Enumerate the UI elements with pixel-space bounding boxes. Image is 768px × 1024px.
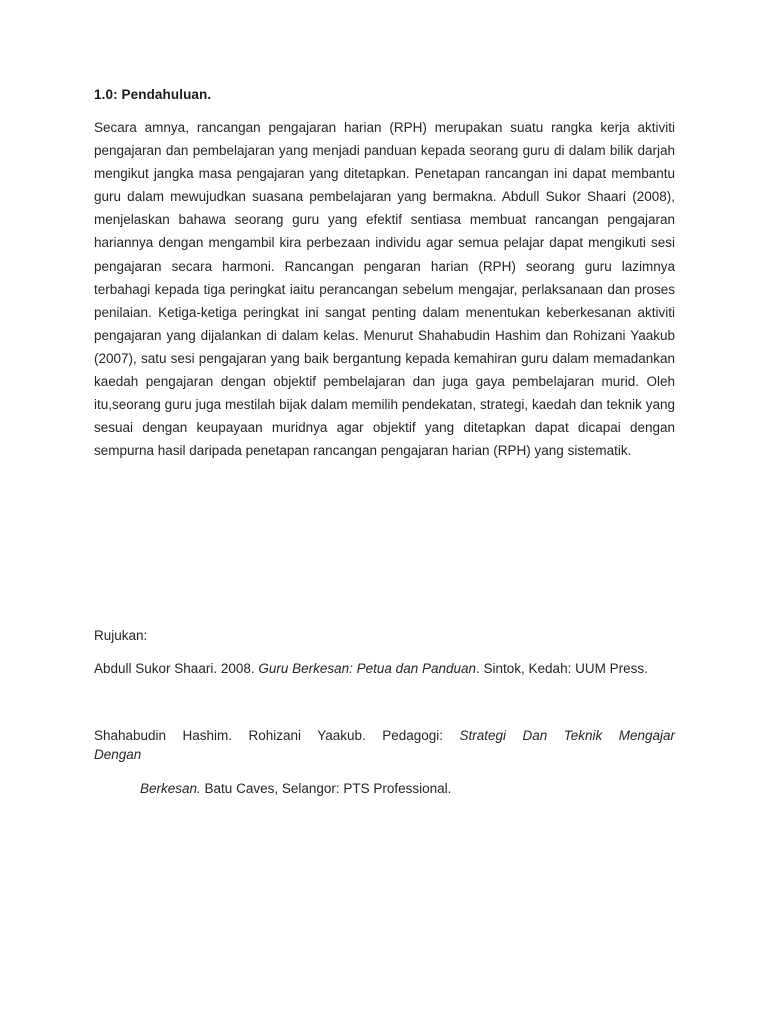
reference-2-publisher: Batu Caves, Selangor: PTS Professional.	[200, 781, 452, 796]
reference-1-title: Guru Berkesan: Petua dan Panduan	[258, 661, 477, 676]
reference-entry-1	[94, 661, 679, 676]
references-label: Rujukan:	[94, 628, 148, 643]
introduction-paragraph: Secara amnya, rancangan pengajaran harian (RPH) merupakan suatu rangka kerja aktiviti pengajaran dan pembelajaran yang menjadi panduan kepada seorang guru di dalam bilik darjah mengikut jangka masa pengajaran yang ditetapkan. Penetapan rancangan ini dapat membantu guru dalam mewujudkan suasana pembelajaran yang bermakna. Abdull Sukor Shaari (2008), menjelaskan bahawa seorang guru yang efektif sentiasa membuat rancangan pengajaran hariannya dengan mengambil kira perbezaan individu agar semua pelajar dapat mengikuti sesi pengajaran secara harmoni. Rancangan pengaran harian (RPH) seorang guru lazimnya terbahagi kepada tiga peringkat iaitu perancangan sebelum mengajar, perlaksanaan dan proses penilaian. Ketiga-ketiga peringkat ini sangat penting dalam menentukan keberkesanan aktiviti pengajaran yang dijalankan di dalam kelas. Menurut Shahabudin Hashim dan Rohizani Yaakub (2007), satu sesi pengajaran yang baik bergantung kepada kemahiran guru dalam memadankan kaedah pengajaran dengan objektif pembelajaran dan juga gaya pembelajaran murid. Oleh itu,seorang guru juga mestilah bijak dalam memilih pendekatan, strategi, kaedah dan teknik yang sesuai dengan keupayaan muridnya agar objektif yang ditetapkan dapat dicapai dengan sempurna hasil daripada penetapan rancangan pengajaran harian (RPH) yang sistematik.	[94, 120, 675, 459]
reference-2-authors: Shahabudin Hashim. Rohizani Yaakub. Pedagogi:	[94, 728, 460, 743]
reference-2-title-part2: Dengan	[94, 747, 142, 762]
section-heading: 1.0: Pendahuluan.	[94, 87, 212, 102]
reference-2-title-line2	[94, 747, 141, 762]
reference-1-authors-year: Abdull Sukor Shaari. 2008.	[94, 661, 259, 676]
reference-entry-2	[94, 725, 675, 747]
reference-2-title-part3: Berkesan.	[140, 781, 201, 796]
reference-2-title-part1: Strategi Dan Teknik Mengajar	[459, 728, 675, 743]
reference-2-continuation	[140, 781, 451, 796]
reference-1-publisher: . Sintok, Kedah: UUM Press.	[476, 661, 648, 676]
